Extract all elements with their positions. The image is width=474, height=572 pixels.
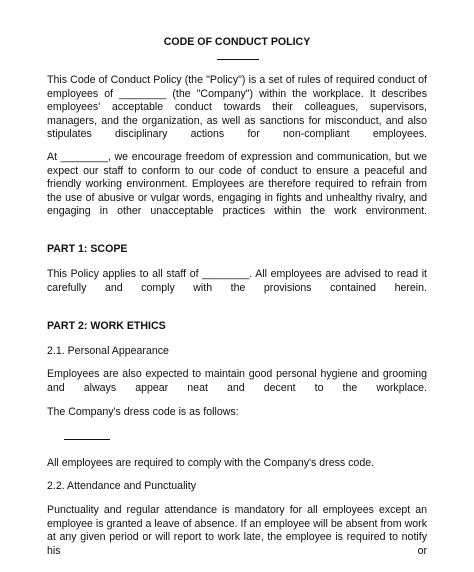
section-2-2-heading: 2.2. Attendance and Punctuality [47,480,197,492]
part2-heading: PART 2: WORK ETHICS [47,320,166,332]
section-2-1-heading: 2.1. Personal Appearance [47,345,169,357]
section-2-2-text: Punctuality and regular attendance is mandatory for all employees except an employee is granted a leave of absence. If an employee will be absent from work at any given period or will report to work late, the employee is required to notify his or [47,504,427,557]
dress-code-blank [64,439,110,440]
section-2-1-text: Employees are also expected to maintain good personal hygiene and grooming and always appear neat and decent to the workplace. [47,368,427,394]
document-title: CODE OF CONDUCT POLICY [163,36,311,48]
title-underline-blank [217,59,259,60]
part1-text: This Policy applies to all staff of ________. All employees are advised to read it carefully and comply with the provisions contained herein. [47,268,427,294]
part1-heading: PART 1: SCOPE [47,243,128,255]
dress-code-compliance: All employees are required to comply with the Company's dress code. [47,457,375,469]
intro-paragraph-1: This Code of Conduct Policy (the "Policy") is a set of rules of required conduct of employees of ________ (the "Company") within the workplace. It describes employees' acceptable conduct towards their colleagues, supervisors, managers, and the organization, as well as sanctions for misconduct, and also stipulates disciplinary actions for non-compliant employees. [47,74,427,141]
intro-paragraph-2: At ________, we encourage freedom of expression and communication, but we expect our staff to conform to our code of conduct to ensure a peaceful and friendly working environment. Employees are therefore required to refrain from the use of abusive or vulgar words, engaging in fights and unhealthy rivalry, and engaging in other unacceptable practices within the work environment. [47,151,427,218]
dress-code-intro: The Company's dress code is as follows: [47,406,239,418]
